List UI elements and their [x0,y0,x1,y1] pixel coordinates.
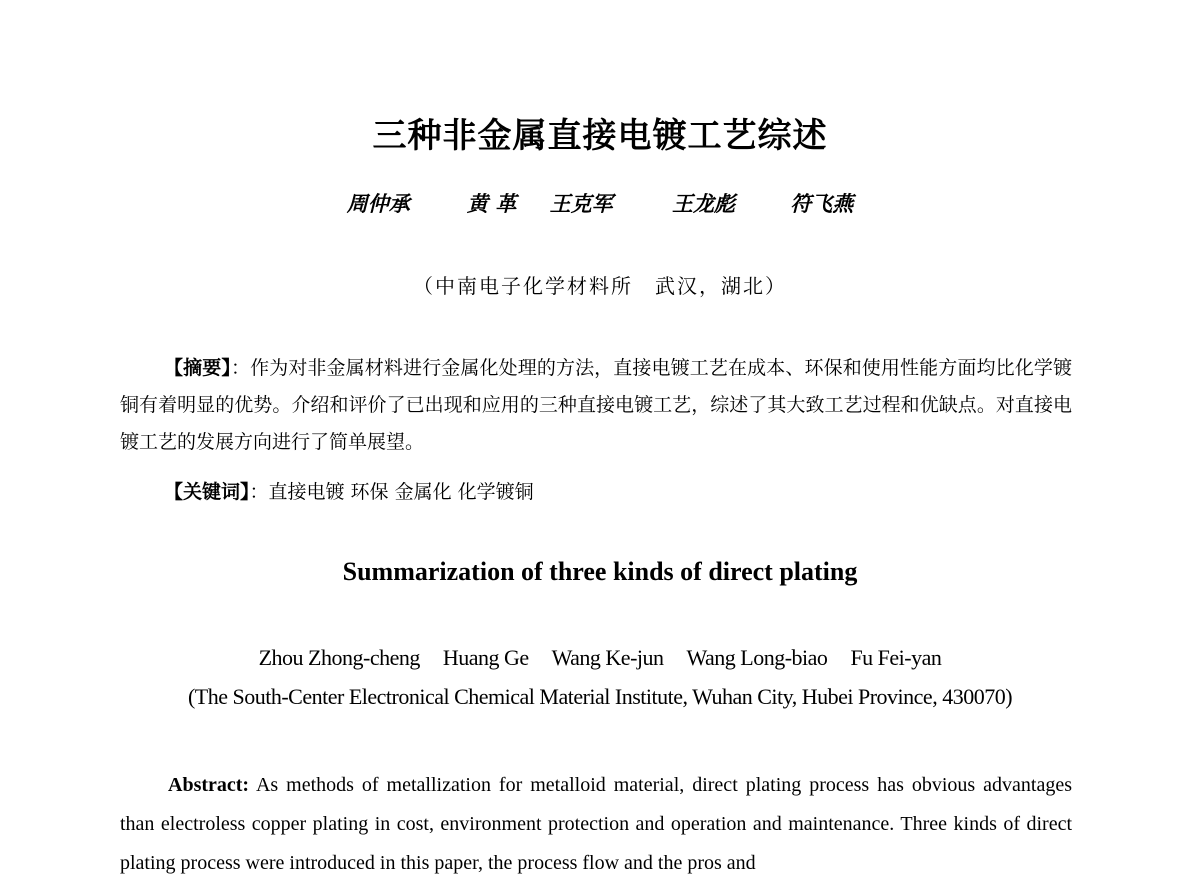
english-abstract-text: As methods of metallization for metalloid material, direct plating process has obvious advantages than electroless copper plating in cost, environment protection and operation and maintenance. Three kinds of direct plating process were introduced in this paper, the process flow and the pros and [120,774,1072,874]
chinese-abstract [120,350,1072,461]
english-author: Huang Ge [442,645,529,670]
chinese-affiliation: （中南电子化学材料所 武汉，湖北） [413,274,787,298]
chinese-abstract-text: ：作为对非金属材料进行金属化处理的方法，直接电镀工艺在成本、环保和使用性能方面均比化学镀铜有着明显的优势。介绍和评价了已出现和应用的三种直接电镀工艺，综述了其大致工艺过程和优缺点。对直接电镀工艺的发展方向进行了简单展望。 [120,357,1072,453]
chinese-author: 王龙彪 [671,191,735,216]
english-abstract [120,766,1072,883]
english-author: Fu Fei-yan [850,645,942,670]
english-author: Wang Ke-jun [551,645,664,670]
english-author: Wang Long-biao [686,645,828,670]
english-title: Summarization of three kinds of direct plating [342,557,858,586]
english-affiliation: (The South-Center Electronical Chemical Material Institute, Wuhan City, Hubei Province, 430070) [187,684,1013,709]
english-author-list [0,645,1200,671]
english-author: Zhou Zhong-cheng [258,645,420,670]
chinese-title: 三种非金属直接电镀工艺综述 [372,116,828,156]
chinese-keywords-label: 【关键词】 [164,481,250,503]
chinese-author: 黄 革 [467,191,517,216]
chinese-keywords-text: ：直接电镀 环保 金属化 化学镀铜 [249,481,534,503]
chinese-author: 符飞燕 [790,191,854,216]
english-abstract-label: Abstract: [168,774,250,796]
chinese-author: 周仲承 [346,191,410,216]
chinese-keywords [120,474,1072,511]
chinese-abstract-label: 【摘要】 [164,357,231,379]
chinese-author-list [0,188,1200,218]
chinese-author: 王克军 [549,191,613,216]
